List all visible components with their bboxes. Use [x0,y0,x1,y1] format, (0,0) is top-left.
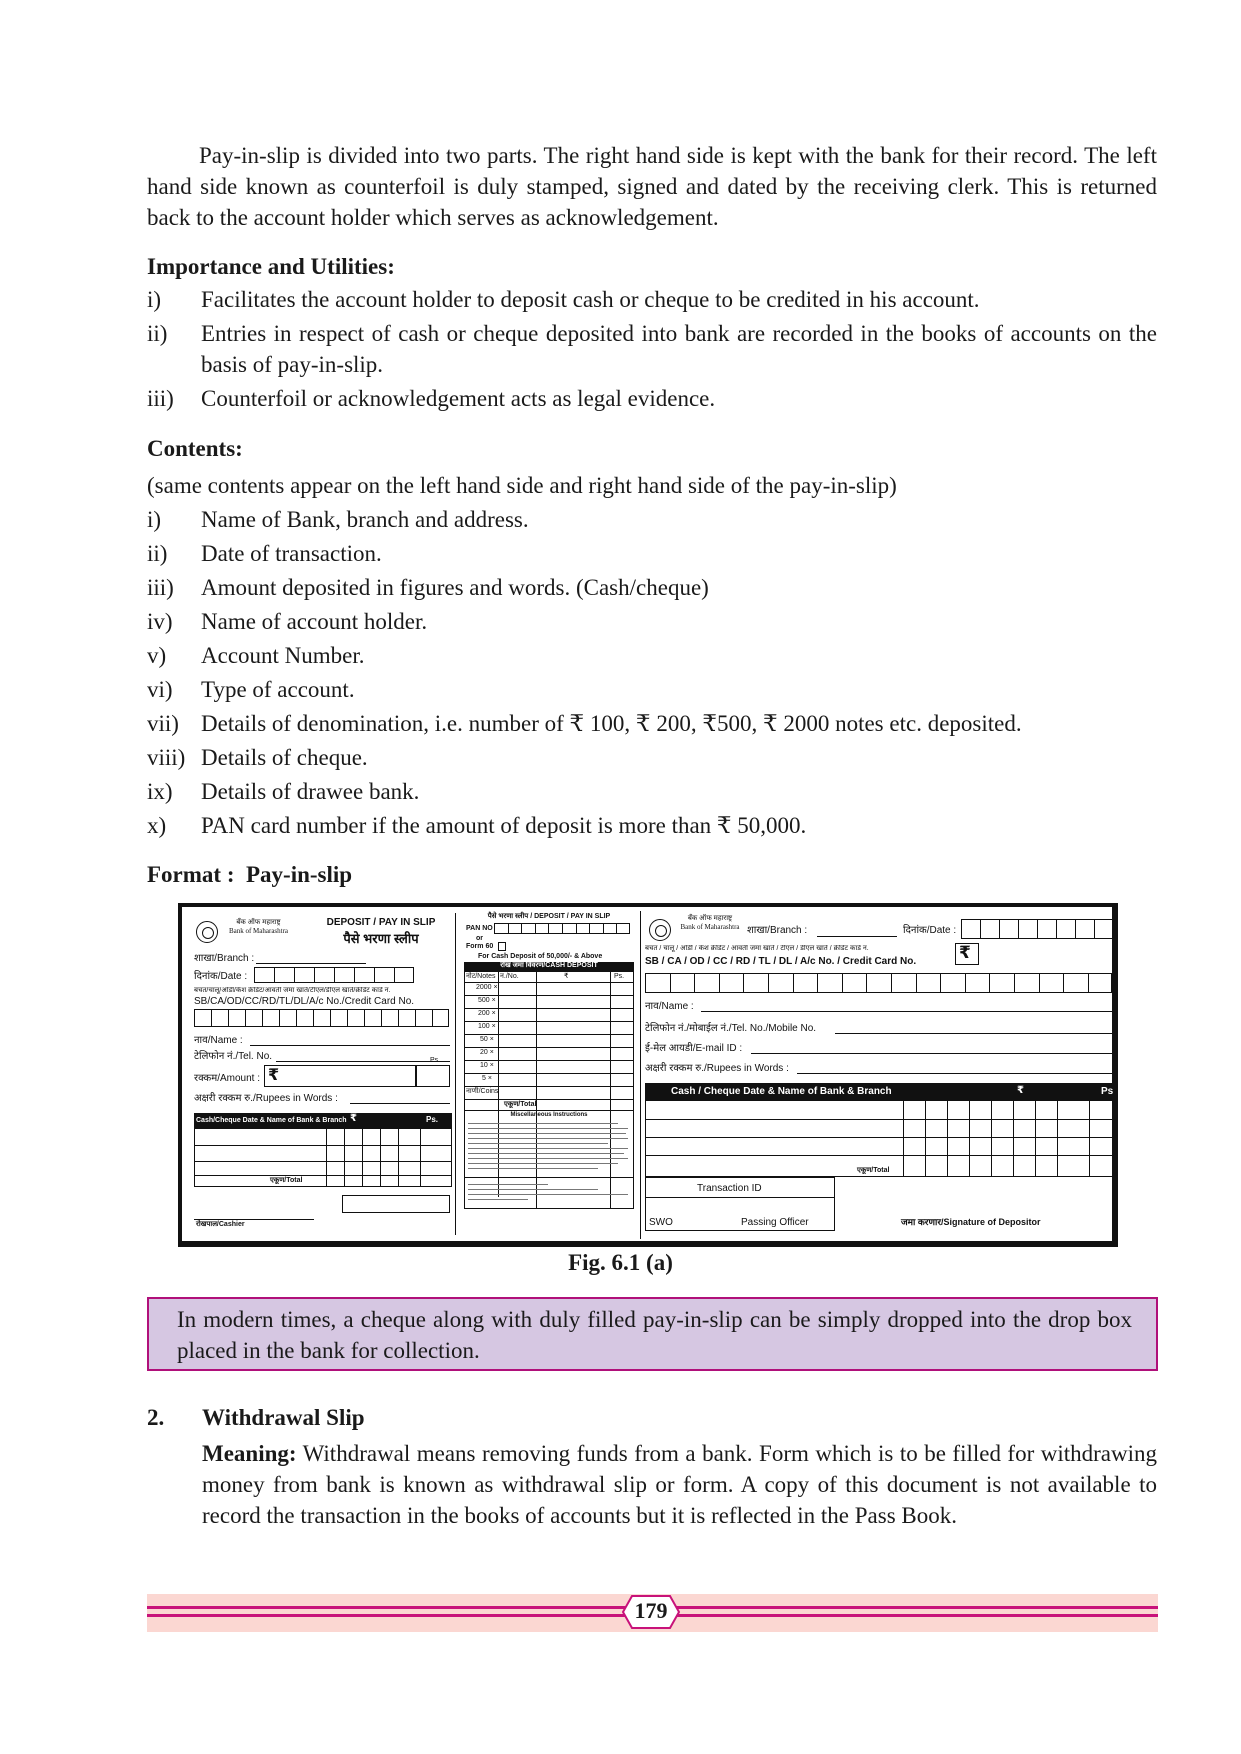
counterfoil-ps-label: Ps. [430,1057,441,1064]
signature-label: जमा करणार/Signature of Depositor [901,1217,1041,1227]
counterfoil-branch-label: शाखा/Branch : [194,953,255,964]
bank-name: Bank of Maharashtra [228,927,289,935]
transaction-id-label: Transaction ID [697,1183,762,1194]
counterfoil-amount-field[interactable] [264,1065,416,1087]
bank-branch-label: शाखा/Branch : [747,925,808,936]
counterfoil [194,913,456,1235]
bank-logo-icon [196,921,218,943]
counterfoil-rupee-icon: ₹ [268,1067,280,1084]
contents-item: vi) Type of account. [147,677,355,702]
contents-item: ix) Details of drawee bank. [147,779,420,804]
pan-label: PAN NO [466,925,493,932]
bank-email-label: ई-मेल आयडी/E-mail ID : [645,1043,743,1054]
contents-item: ii) Date of transaction. [147,541,382,566]
bank-name-hi: बँक ऑफ महाराष्ट्र [687,915,733,922]
col-ps: Ps. [614,973,625,980]
or-label: or [476,935,483,942]
counterfoil-ps-header: Ps. [426,1115,439,1124]
bank-slip [640,911,1114,1239]
bank-tel-label: टेलिफोन नं./मोबाईल नं./Tel. No./Mobile No. [645,1023,817,1034]
counterfoil-date-boxes[interactable] [254,967,414,983]
counterfoil-date-label: दिनांक/Date : [194,971,248,982]
counterfoil-total-label: एकूण/Total [270,1177,303,1184]
intro-paragraph: Pay-in-slip is divided into two parts. The right hand side is kept with the bank for their record. The left hand side known as counterfoil is duly stamped, signed and dated by the receiving clerk. This is returned back to the account holder which serves as acknowledgement. [147,143,1157,230]
denomination-row: 10 × [480,1062,494,1069]
bank-date-boxes[interactable] [961,919,1113,939]
denomination-row: 100 × [478,1023,496,1030]
counterfoil-title-hi: पैसे भरणा स्लीप [343,931,419,946]
contents-item: iv) Name of account holder. [147,609,428,634]
denomination-row: 20 × [480,1049,494,1056]
figure-caption: Fig. 6.1 (a) [568,1250,673,1275]
contents-item: vii) Details of denomination, i.e. number of ₹ 100, ₹ 200, ₹500, ₹ 2000 notes etc. deposited. [147,711,1022,736]
misc-instructions-text [468,1119,628,1175]
contents-note: (same contents appear on the left hand side and right hand side of the pay-in-slip) [147,473,897,498]
col-notes: नोट/Notes [466,973,496,980]
col-no: न./No. [500,973,519,980]
contents-item: x) PAN card number if the amount of deposit is more than ₹ 50,000. [147,813,807,838]
form60-checkbox[interactable] [498,942,506,951]
bank-account-number-boxes[interactable] [645,973,1113,993]
denomination-section [464,911,634,1237]
denomination-row: 500 × [478,997,496,1004]
page-number-badge [622,1595,680,1629]
importance-item: i) Facilitates the account holder to deposit cash or cheque to be credited in his account. [147,287,980,312]
section2-meaning [202,1438,1157,1531]
contents-heading: Contents: [147,436,243,461]
bank-name-hi: बँक ऑफ महाराष्ट्र [236,919,281,926]
col-rs: ₹ [564,973,569,980]
importance-heading: Importance and Utilities: [147,254,395,279]
bank-account-types: SB / CA / OD / CC / RD / TL / DL / A/c No. / Credit Card No. [645,956,917,967]
counterfoil-cashier-label: रोखपाल/Cashier [196,1221,245,1228]
meaning-label: Meaning: [202,1441,297,1466]
denomination-row: 5 × [482,1075,492,1082]
importance-item: iii) Counterfoil or acknowledgement acts as legal evidence. [147,386,716,411]
bank-date-label: दिनांक/Date : [903,925,957,936]
counterfoil-rs-icon: ₹ [350,1113,357,1124]
counterfoil-words-label: अक्षरी रक्कम रु./Rupees in Words : [194,1093,338,1104]
cash-note: For Cash Deposit of 50,000/- & Above [478,953,603,960]
counterfoil-account-types: SB/CA/OD/CC/RD/TL/DL/A/c No./Credit Card No. [194,996,415,1007]
swo-label: SWO [649,1217,673,1228]
bank-name-label: नाव/Name : [645,1001,694,1012]
meaning-text: Withdrawal means removing funds from a bank. Form which is to be filled for withdrawing money from bank is known as withdrawal slip or form. A copy of this document is not available to record the transaction in the books of accounts but it is reflected in the Pass Book. [202,1441,1157,1528]
counterfoil-cheque-header: Cash/Cheque Date & Name of Bank & Branch [196,1117,347,1124]
form60-label: Form 60 [466,943,494,950]
pan-boxes[interactable] [494,923,630,934]
counterfoil-title: DEPOSIT / PAY IN SLIP [326,917,436,928]
counterfoil-amount-ps-field[interactable] [416,1065,450,1087]
bank-logo-icon [649,919,671,941]
format-heading: Format : Pay-in-slip [147,862,353,887]
page-number: 179 [634,1598,668,1623]
section2-number: 2. [147,1405,165,1430]
denomination-row: 200 × [478,1010,496,1017]
denomination-row: 2000 × [476,984,498,991]
contents-item: v) Account Number. [147,643,365,668]
counterfoil-account-number-boxes[interactable] [194,1009,449,1027]
importance-item: ii) Entries in respect of cash or cheque deposited into bank are recorded in the books of accounts on the basis of pay-in-slip. [147,321,1157,377]
bank-total-label: एकूण/Total [857,1167,890,1174]
denomination-row: 50 × [480,1036,494,1043]
bank-rs-header: ₹ [1017,1085,1024,1096]
contents-item: iii) Amount deposited in figures and words. (Cash/cheque) [147,575,709,600]
counterfoil-tel-label: टेलिफोन नं./Tel. No. [194,1051,273,1062]
bank-cheque-header: Cash / Cheque Date & Name of Bank & Branch [671,1086,892,1097]
middle-total-label: एकूण/Total [504,1101,537,1108]
section2-title: Withdrawal Slip [202,1405,365,1430]
middle-title: पैसे भरणा स्लीप / DEPOSIT / PAY IN SLIP [487,913,611,920]
counterfoil-name-label: नाव/Name : [194,1035,243,1046]
bank-account-types-hi: बचत / चालू / ओडी / कॅश क्रेडिट / आवर्ती जमा खाते / टीएल / डीएल खाते / क्रेडिट कार्ड नं. [645,945,869,952]
misc-instructions-title: Miscellaneous Instructions [510,1112,588,1118]
counterfoil-cashier-stamp-field[interactable] [342,1195,450,1213]
cash-deposit-header: रोख जमा विवरण/CASH DEPOSIT [464,962,634,971]
passing-officer-label: Passing Officer [741,1217,809,1228]
bank-name: Bank of Maharashtra [680,923,740,931]
bank-ps-header: Ps [1101,1086,1114,1097]
contents-item: viii) Details of cheque. [147,745,368,770]
contents-item: i) Name of Bank, branch and address. [147,507,529,532]
counterfoil-account-types-hi: बचत/चालू/ओडी/कॅश क्रेडिट/आवर्ती जमा खाते/टीएल/डीएल खाते/क्रेडिट कार्ड नं. [194,987,391,994]
pay-in-slip-figure [178,903,1118,1247]
bank-rupee-icon: ₹ [959,943,971,962]
note-box: In modern times, a cheque along with duly filled pay-in-slip can be simply dropped into the drop box placed in the bank for collection. [147,1297,1158,1371]
counterfoil-amount-label: रक्कम/Amount : [194,1073,260,1084]
denomination-row: नाणी/Coins [466,1088,499,1095]
bank-words-label: अक्षरी रक्कम रु./Rupees in Words : [645,1063,789,1074]
